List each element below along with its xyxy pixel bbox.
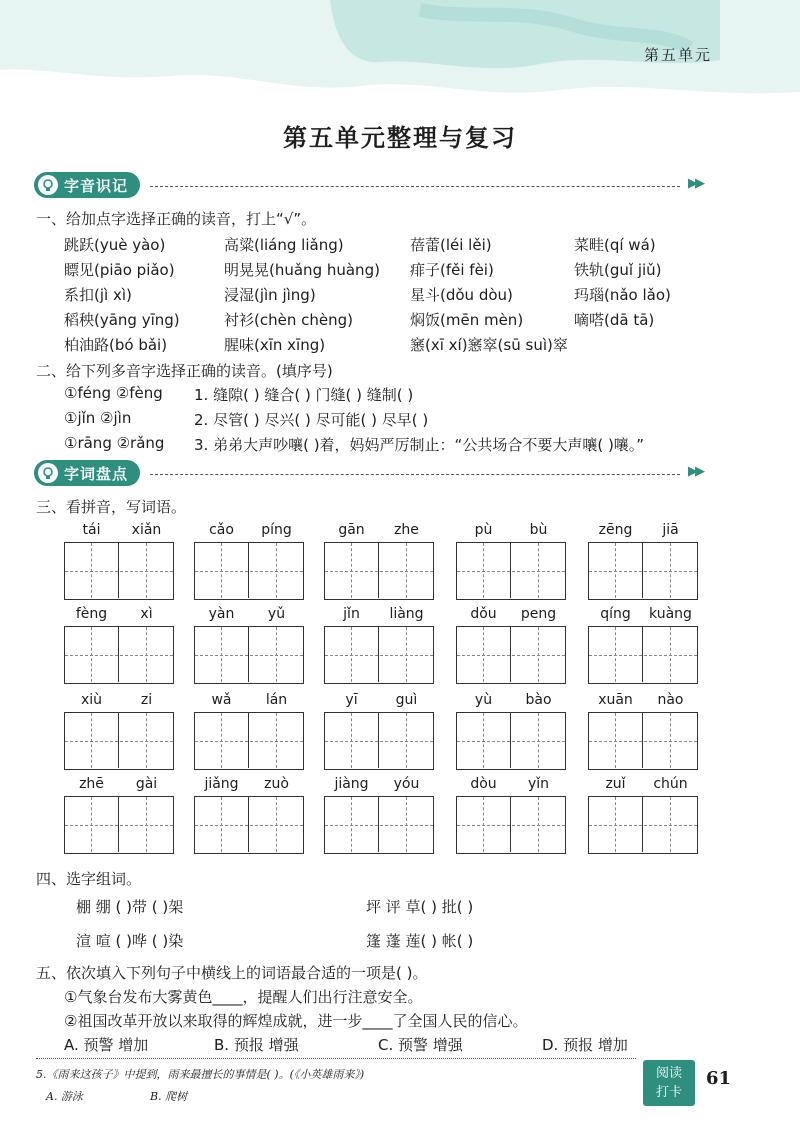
- pinyin-label: [324, 606, 434, 624]
- pinyin-syllable: tái: [82, 522, 101, 538]
- pinyin-label: [194, 522, 304, 540]
- q5-option-b: B. 预报 增强: [214, 1036, 299, 1054]
- pinyin-syllable: xiǎn: [131, 522, 162, 538]
- writing-cell[interactable]: [589, 797, 643, 852]
- section-title: 字音识记: [64, 176, 129, 195]
- writing-cell[interactable]: [65, 797, 119, 852]
- pinyin-syllable: cǎo: [209, 522, 234, 538]
- tianzige-box[interactable]: [324, 712, 434, 770]
- pinyin-syllable: xì: [140, 606, 153, 622]
- writing-cell[interactable]: [380, 797, 434, 852]
- pinyin-syllable: chún: [653, 776, 688, 792]
- pinyin-label: [588, 606, 698, 624]
- writing-cell[interactable]: [120, 713, 174, 768]
- pinyin-syllable: liàng: [389, 606, 424, 622]
- arrow-icon: ▶▶: [688, 464, 702, 479]
- writing-cell[interactable]: [512, 797, 566, 852]
- writing-cell[interactable]: [120, 627, 174, 682]
- q1-item: 瞟见(piāo piǎo): [64, 261, 175, 279]
- writing-cell[interactable]: [120, 543, 174, 598]
- q4-right: 坪 评 草( ) 批( ): [366, 898, 474, 916]
- pinyin-syllable: yóu: [393, 776, 420, 792]
- pinyin-label: [456, 776, 566, 794]
- tianzige-box[interactable]: [324, 542, 434, 600]
- writing-cell[interactable]: [644, 797, 698, 852]
- q1-item: 焖饭(mēn mèn): [410, 311, 524, 329]
- tianzige-box[interactable]: [324, 626, 434, 684]
- pinyin-syllable: yǐn: [527, 776, 550, 792]
- pinyin-syllable: xiù: [80, 692, 103, 708]
- tianzige-box[interactable]: [588, 712, 698, 770]
- q1-item: 腥味(xīn xīng): [224, 336, 326, 354]
- pinyin-syllable: yù: [474, 692, 493, 708]
- pinyin-label: [64, 606, 174, 624]
- writing-cell[interactable]: [250, 627, 304, 682]
- lightbulb-icon: [38, 463, 58, 483]
- lightbulb-icon: [38, 175, 58, 195]
- tianzige-box[interactable]: [64, 542, 174, 600]
- pinyin-syllable: píng: [261, 522, 292, 538]
- pinyin-syllable: kuàng: [649, 606, 692, 622]
- pinyin-syllable: jiǎng: [204, 776, 239, 792]
- q2-options: ①rāng ②rǎng: [64, 434, 165, 452]
- tianzige-box[interactable]: [194, 626, 304, 684]
- pinyin-label: [194, 606, 304, 624]
- q2-item: 1. 缝隙( ) 缝合( ) 门缝( ) 缝制( ): [194, 386, 414, 404]
- pinyin-syllable: guì: [395, 692, 418, 708]
- writing-cell[interactable]: [325, 543, 379, 598]
- writing-cell[interactable]: [380, 713, 434, 768]
- tianzige-box[interactable]: [588, 626, 698, 684]
- page-number: 61: [706, 1068, 732, 1089]
- tianzige-box[interactable]: [456, 712, 566, 770]
- q5-option-d: D. 预报 增加: [542, 1036, 628, 1054]
- pinyin-syllable: zuò: [264, 776, 289, 792]
- q2-prompt: 二、给下列多音字选择正确的读音。(填序号): [36, 362, 333, 380]
- pinyin-label: [324, 692, 434, 710]
- tianzige-box[interactable]: [324, 796, 434, 854]
- reading-checkin-badge: [643, 1060, 695, 1106]
- section-badge-pronunciation: [34, 172, 140, 198]
- pinyin-syllable: yàn: [208, 606, 235, 622]
- q2-item: 3. 弟弟大声吵嚷( )着，妈妈严厉制止：“公共场合不要大声嚷( )嚷。”: [194, 436, 645, 454]
- pinyin-syllable: zi: [140, 692, 153, 708]
- pinyin-syllable: fèng: [75, 606, 108, 622]
- q1-prompt: 一、给加点字选择正确的读音，打上“√”。: [36, 210, 317, 228]
- stamp-line: 阅读: [655, 1066, 682, 1081]
- writing-cell[interactable]: [325, 627, 379, 682]
- pinyin-syllable: pù: [474, 522, 493, 538]
- writing-cell[interactable]: [589, 627, 643, 682]
- writing-cell[interactable]: [195, 543, 249, 598]
- tianzige-box[interactable]: [194, 542, 304, 600]
- divider: [150, 474, 680, 475]
- tianzige-box[interactable]: [588, 796, 698, 854]
- footer-question: 5.《雨来这孩子》中提到，雨来最擅长的事情是( )。(《小英雄雨来》): [36, 1068, 365, 1081]
- tianzige-box[interactable]: [64, 796, 174, 854]
- q1-item: 铁轨(guǐ jiǔ): [574, 261, 662, 279]
- pinyin-syllable: zēng: [598, 522, 633, 538]
- pinyin-label: [456, 606, 566, 624]
- pinyin-label: [64, 776, 174, 794]
- tianzige-box[interactable]: [64, 712, 174, 770]
- q1-item: 高粱(liáng liǎng): [224, 236, 344, 254]
- writing-cell[interactable]: [457, 543, 511, 598]
- q1-item: 跳跃(yuè yào): [64, 236, 166, 254]
- pinyin-label: [588, 776, 698, 794]
- writing-cell[interactable]: [195, 627, 249, 682]
- writing-cell[interactable]: [589, 543, 643, 598]
- pinyin-label: [456, 692, 566, 710]
- q5-option-c: C. 预警 增强: [378, 1036, 463, 1054]
- q2-item: 2. 尽管( ) 尽兴( ) 尽可能( ) 尽早( ): [194, 411, 429, 429]
- tianzige-box[interactable]: [588, 542, 698, 600]
- pinyin-label: [64, 522, 174, 540]
- writing-cell[interactable]: [380, 543, 434, 598]
- section-badge-vocabulary: [34, 460, 140, 486]
- divider: [150, 186, 680, 187]
- writing-cell[interactable]: [380, 627, 434, 682]
- pinyin-syllable: qíng: [600, 606, 631, 622]
- unit-label: 第五单元: [643, 46, 712, 64]
- writing-cell[interactable]: [457, 797, 511, 852]
- page-title: 第五单元整理与复习: [283, 123, 517, 152]
- writing-cell[interactable]: [65, 713, 119, 768]
- writing-cell[interactable]: [644, 627, 698, 682]
- writing-cell[interactable]: [250, 713, 304, 768]
- tianzige-box[interactable]: [456, 796, 566, 854]
- q1-item: 明晃晃(huǎng huàng): [224, 261, 380, 279]
- writing-cell[interactable]: [457, 627, 511, 682]
- pinyin-syllable: lán: [265, 692, 288, 708]
- section-title: 字词盘点: [64, 464, 129, 483]
- writing-cell[interactable]: [644, 543, 698, 598]
- pinyin-label: [456, 522, 566, 540]
- q1-item: 嘀嗒(dā tā): [574, 311, 655, 329]
- tianzige-box[interactable]: [194, 712, 304, 770]
- pinyin-label: [588, 692, 698, 710]
- pinyin-label: [324, 776, 434, 794]
- pinyin-syllable: wǎ: [211, 692, 232, 708]
- pinyin-syllable: nào: [657, 692, 684, 708]
- q2-options: ①jǐn ②jìn: [64, 409, 132, 427]
- writing-cell[interactable]: [195, 713, 249, 768]
- footer-option-a: A. 游泳: [46, 1090, 83, 1103]
- pinyin-syllable: jiàng: [334, 776, 369, 792]
- pinyin-syllable: jiā: [662, 522, 679, 538]
- q1-item: 衬衫(chèn chèng): [224, 311, 353, 329]
- q5-sentence-1: ①气象台发布大雾黄色____，提醒人们出行注意安全。: [64, 988, 423, 1006]
- tianzige-box[interactable]: [456, 542, 566, 600]
- q4-prompt: 四、选字组词。: [36, 870, 142, 888]
- q5-sentence-2: ②祖国改革开放以来取得的辉煌成就，进一步____了全国人民的信心。: [64, 1012, 528, 1030]
- pinyin-syllable: yī: [345, 692, 358, 708]
- tianzige-box[interactable]: [194, 796, 304, 854]
- pinyin-label: [194, 776, 304, 794]
- writing-cell[interactable]: [250, 543, 304, 598]
- writing-cell[interactable]: [120, 797, 174, 852]
- q4-left: 渲 喧 ( )哗 ( )染: [76, 932, 184, 950]
- q5-option-a: A. 预警 增加: [64, 1036, 149, 1054]
- writing-cell[interactable]: [65, 627, 119, 682]
- pinyin-label: [324, 522, 434, 540]
- q1-item: 菜畦(qí wá): [574, 236, 656, 254]
- pinyin-syllable: zuǐ: [605, 776, 626, 792]
- q5-prompt: 五、依次填入下列句子中横线上的词语最合适的一项是( )。: [36, 964, 428, 982]
- writing-cell[interactable]: [589, 713, 643, 768]
- writing-cell[interactable]: [512, 713, 566, 768]
- q1-item: 系扣(jì xì): [64, 286, 132, 304]
- q1-item: 星斗(dǒu dòu): [410, 286, 513, 304]
- pinyin-syllable: peng: [520, 606, 557, 622]
- tianzige-box[interactable]: [456, 626, 566, 684]
- q1-item: 柏油路(bó bǎi): [64, 336, 168, 354]
- footer-option-b: B. 爬树: [150, 1090, 188, 1103]
- q1-item: 痱子(fěi fèi): [410, 261, 494, 279]
- writing-cell[interactable]: [457, 713, 511, 768]
- pinyin-label: [194, 692, 304, 710]
- writing-cell[interactable]: [325, 797, 379, 852]
- pinyin-syllable: zhe: [394, 522, 419, 538]
- q4-left: 棚 绷 ( )带 ( )架: [76, 898, 184, 916]
- writing-cell[interactable]: [512, 627, 566, 682]
- writing-cell[interactable]: [195, 797, 249, 852]
- q1-item: 稻秧(yāng yīng): [64, 311, 180, 329]
- writing-cell[interactable]: [325, 713, 379, 768]
- writing-cell[interactable]: [644, 713, 698, 768]
- q2-options: ①féng ②fèng: [64, 384, 163, 402]
- footer-divider: [36, 1058, 636, 1059]
- writing-cell[interactable]: [512, 543, 566, 598]
- pinyin-syllable: dòu: [470, 776, 497, 792]
- q1-item: 窸(xī xí)窸窣(sū suì)窣: [410, 336, 568, 354]
- pinyin-syllable: dǒu: [470, 606, 497, 622]
- q1-item: 浸湿(jìn jìng): [224, 286, 316, 304]
- writing-cell[interactable]: [65, 543, 119, 598]
- q1-item: 玛瑙(nǎo lǎo): [574, 286, 671, 304]
- writing-cell[interactable]: [250, 797, 304, 852]
- q4-right: 篷 蓬 莲( ) 帐( ): [366, 932, 474, 950]
- q1-item: 蓓蕾(léi lěi): [410, 236, 492, 254]
- stamp-line: 打卡: [655, 1085, 682, 1100]
- pinyin-syllable: yǔ: [267, 606, 286, 622]
- pinyin-syllable: gài: [135, 776, 158, 792]
- pinyin-syllable: bào: [525, 692, 552, 708]
- tianzige-box[interactable]: [64, 626, 174, 684]
- pinyin-label: [64, 692, 174, 710]
- pinyin-label: [588, 522, 698, 540]
- arrow-icon: ▶▶: [688, 176, 702, 191]
- pinyin-syllable: zhē: [79, 776, 104, 792]
- q3-prompt: 三、看拼音，写词语。: [36, 498, 187, 516]
- pinyin-syllable: gān: [338, 522, 365, 538]
- pinyin-syllable: xuān: [598, 692, 633, 708]
- pinyin-syllable: bù: [529, 522, 548, 538]
- pinyin-syllable: jǐn: [343, 606, 360, 622]
